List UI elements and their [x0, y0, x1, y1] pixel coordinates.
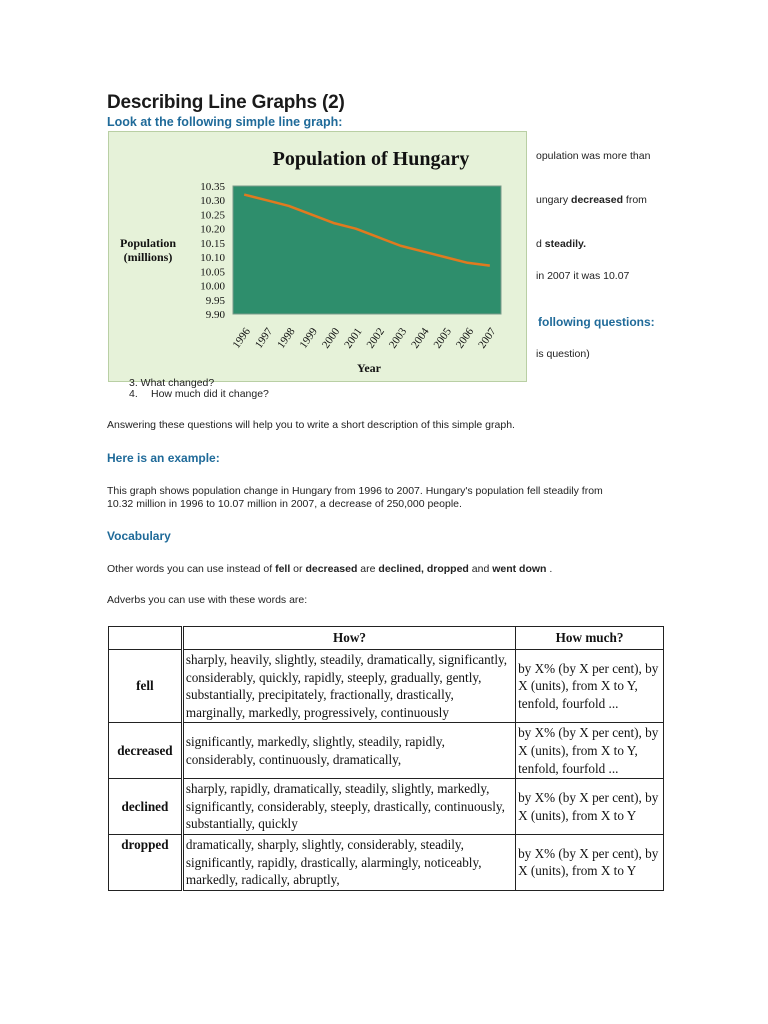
list-item-3-cut: 3. What changed? [129, 377, 215, 389]
fragment-line-2: ungary decreased from [536, 194, 647, 206]
table-header-blank [109, 627, 183, 650]
x-tick-label: 2001 [342, 325, 365, 351]
table-cell-how: sharply, rapidly, dramatically, steadily, slightly, markedly, significantly, considerably, steeply, drastically, continuously, substantially, quickly [182, 779, 515, 835]
fragment-line-5: following questions: [538, 315, 655, 329]
x-tick-label: 2002 [364, 325, 387, 351]
table-cell-word: fell [109, 650, 183, 723]
list-item-4 [129, 388, 269, 400]
y-tick-label: 10.35 [200, 181, 225, 193]
y-tick-label: 9.90 [205, 309, 225, 321]
x-tick-label: 2004 [409, 325, 432, 351]
subtitle: Look at the following simple line graph: [107, 115, 343, 129]
x-tick-label: 1997 [252, 325, 276, 351]
table-row [109, 650, 664, 723]
example-line-2: 10.32 million in 1996 to 10.07 million in 2007, a decrease of 250,000 people. [107, 498, 462, 510]
y-tick-label: 10.25 [200, 209, 225, 222]
table-row [109, 834, 664, 890]
table-cell-word: decreased [109, 723, 183, 779]
plot-area [233, 186, 501, 314]
table-cell-how: sharply, heavily, slightly, steadily, dramatically, significantly, considerably, quickly, rapidly, steeply, gradually, gently, substantially, precipitately, fractionally, drastically, marginally, markedly, progressively, continuously [182, 650, 515, 723]
fragment-line-4: in 2007 it was 10.07 [536, 270, 630, 282]
y-tick-label: 10.00 [200, 280, 225, 293]
y-axis-label: Population [119, 236, 177, 250]
table-cell-how: significantly, markedly, slightly, steadily, rapidly, considerably, continuously, dramatically, [182, 723, 515, 779]
x-tick-label: 2005 [431, 325, 454, 351]
example-line-1: This graph shows population change in Hungary from 1996 to 2007. Hungary's population fell steadily from [107, 485, 603, 497]
y-tick-label: 10.20 [200, 223, 225, 236]
table-header-how: How? [182, 627, 515, 650]
table-row [109, 723, 664, 779]
table-cell-how-much: by X% (by X per cent), by X (units), from X to Y, tenfold, fourfold ... [516, 723, 664, 779]
table-row [109, 779, 664, 835]
table-cell-how: dramatically, sharply, slightly, considerably, steadily, significantly, rapidly, drastically, alarmingly, noticeably, markedly, radically, abruptly, [182, 834, 515, 890]
adverbs-intro: Adverbs you can use with these words are: [107, 594, 308, 606]
x-tick-label: 1999 [297, 325, 320, 351]
table-cell-how-much: by X% (by X per cent), by X (units), from X to Y [516, 834, 664, 890]
table-cell-how-much: by X% (by X per cent), by X (units), from X to Y, tenfold, fourfold ... [516, 650, 664, 723]
fragment-line-3: d steadily. [536, 238, 587, 250]
list-text: How much did it change? [151, 388, 269, 400]
fragment-line-1: opulation was more than [536, 150, 651, 162]
y-axis-label: (millions) [123, 250, 173, 264]
example-heading: Here is an example: [107, 451, 220, 465]
y-tick-label: 10.15 [200, 237, 225, 250]
y-tick-label: 10.05 [200, 266, 225, 279]
chart-title: Population of Hungary [272, 148, 470, 170]
x-tick-label: 2000 [319, 325, 343, 351]
x-tick-label: 1998 [275, 325, 298, 351]
table-cell-word: dropped [109, 834, 183, 890]
x-tick-label: 2003 [386, 325, 410, 351]
y-tick-label: 10.10 [200, 252, 225, 265]
table-cell-word: declined [109, 779, 183, 835]
x-tick-label: 2006 [453, 325, 477, 351]
vocabulary-sentence: Other words you can use instead of fell or decreased are declined, dropped and went down . [107, 563, 553, 575]
table-header-row [109, 627, 664, 650]
list-number: 4. [129, 388, 138, 400]
vocabulary-table [108, 626, 664, 891]
x-tick-label: 1996 [230, 325, 253, 351]
y-tick-label: 9.95 [205, 294, 225, 307]
y-tick-label: 10.30 [200, 195, 225, 208]
table-header-how-much: How much? [516, 627, 664, 650]
x-axis-label: Year [357, 361, 381, 375]
paragraph-answering: Answering these questions will help you to write a short description of this simple graph. [107, 419, 515, 431]
fragment-line-6: is question) [536, 348, 590, 360]
table-cell-how-much: by X% (by X per cent), by X (units), from X to Y [516, 779, 664, 835]
x-tick-label: 2007 [476, 325, 499, 351]
page-title: Describing Line Graphs (2) [107, 92, 345, 113]
line-chart [109, 132, 528, 389]
vocabulary-heading: Vocabulary [107, 529, 171, 543]
